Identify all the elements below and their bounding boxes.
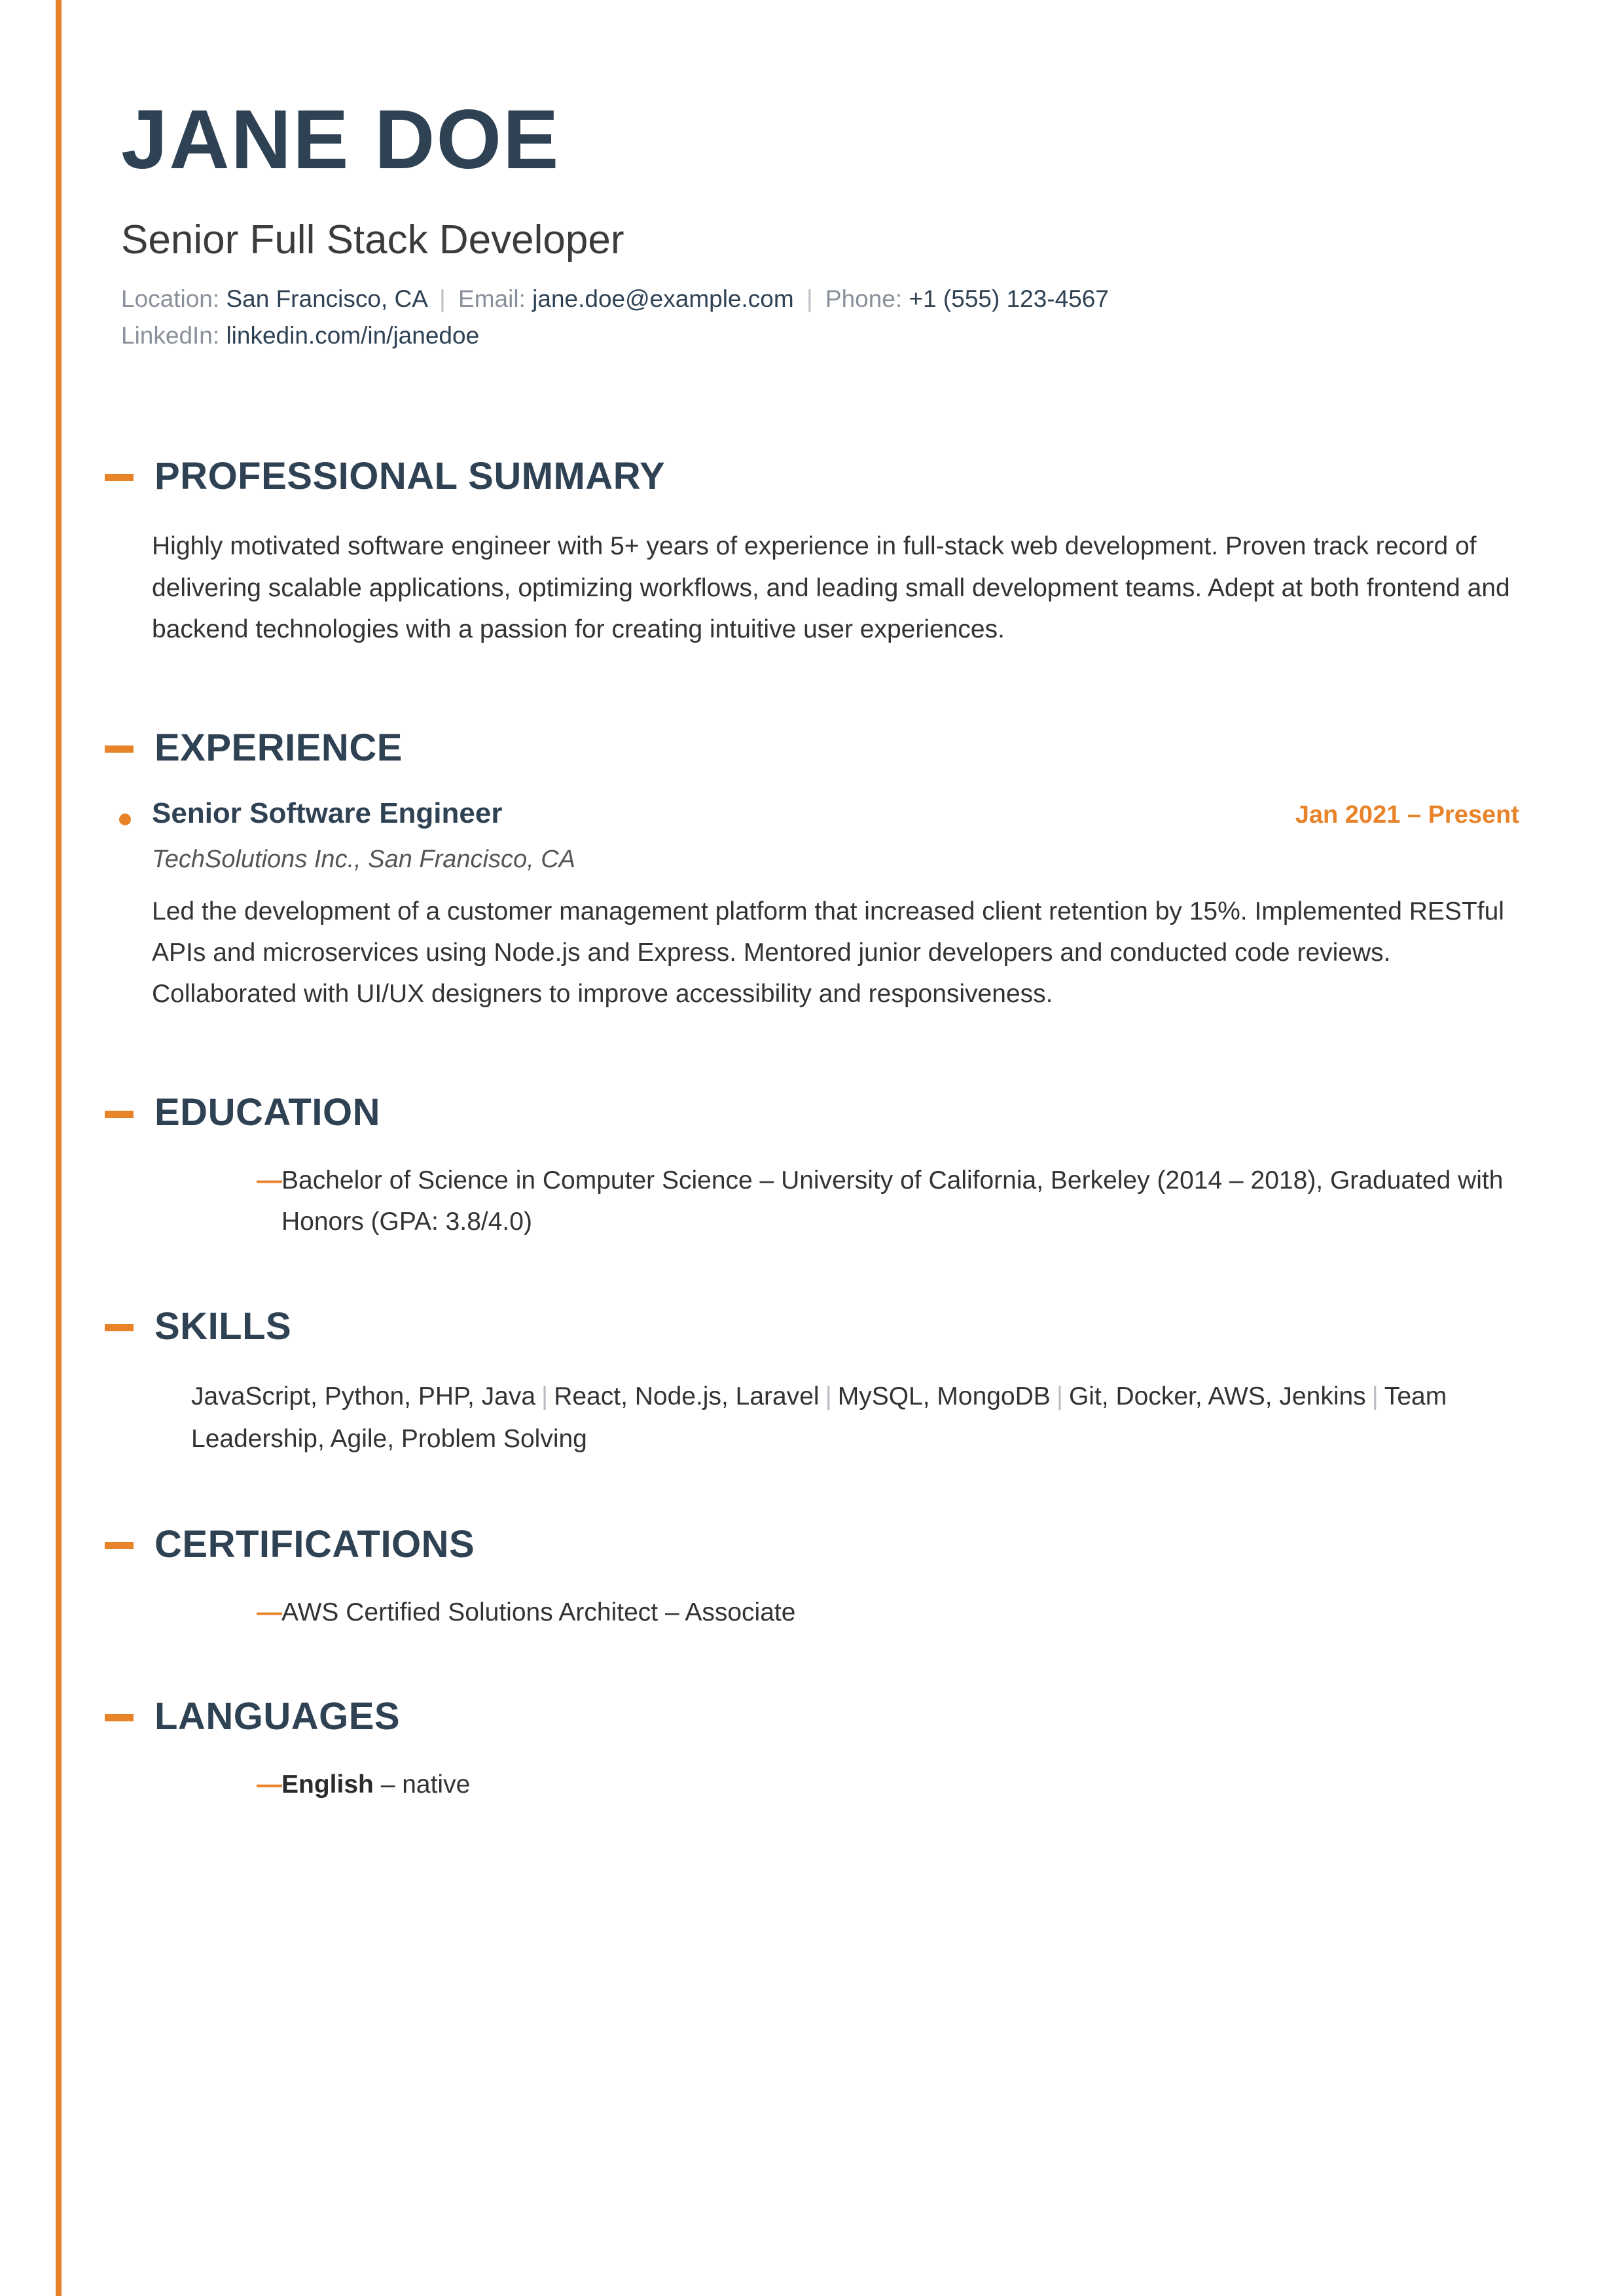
job-title: Senior Software Engineer bbox=[152, 797, 503, 829]
skills-body bbox=[105, 1376, 1519, 1460]
skills-separator: | bbox=[541, 1382, 549, 1411]
skills-text bbox=[191, 1382, 1447, 1453]
spacer bbox=[0, 650, 1624, 727]
contact-separator: | bbox=[439, 285, 446, 313]
email-label: Email: bbox=[458, 285, 526, 313]
section-professional-summary bbox=[0, 456, 1624, 650]
skill-group: MySQL, MongoDB bbox=[837, 1382, 1051, 1411]
section-title-languages: LANGUAGES bbox=[154, 1695, 401, 1738]
phone-label: Phone: bbox=[825, 285, 903, 313]
section-heading bbox=[105, 1524, 1519, 1566]
location-label: Location: bbox=[121, 285, 220, 313]
skill-group: Git, Docker, AWS, Jenkins bbox=[1068, 1382, 1366, 1411]
em-dash-marker-icon: — bbox=[257, 1598, 282, 1626]
dash-marker-icon bbox=[105, 745, 134, 753]
spacer bbox=[0, 355, 1624, 456]
em-dash-marker-icon: — bbox=[257, 1166, 282, 1195]
linkedin-label: LinkedIn: bbox=[121, 322, 220, 350]
skills-separator: | bbox=[825, 1382, 832, 1411]
skills-separator: | bbox=[1056, 1382, 1063, 1411]
section-certifications bbox=[0, 1524, 1624, 1633]
contact-row-primary bbox=[121, 281, 1519, 317]
contact-separator: | bbox=[806, 285, 813, 313]
dash-marker-icon bbox=[105, 1324, 134, 1331]
language-name: English bbox=[281, 1770, 374, 1799]
education-item-text: Bachelor of Science in Computer Science – University of California, Berkeley (2014 – 2018), Graduated with Honors (GPA: 3.8/4.0) bbox=[281, 1166, 1504, 1236]
section-heading bbox=[105, 456, 1519, 497]
section-title-skills: SKILLS bbox=[154, 1304, 292, 1348]
email-value[interactable]: jane.doe@example.com bbox=[532, 285, 794, 313]
summary-body bbox=[105, 526, 1519, 650]
section-experience bbox=[0, 727, 1624, 1015]
location-value: San Francisco, CA bbox=[226, 285, 427, 313]
experience-entry bbox=[105, 797, 1519, 1015]
candidate-name: JANE DOE bbox=[121, 93, 560, 187]
em-dash-marker-icon: — bbox=[257, 1770, 282, 1799]
education-item bbox=[257, 1160, 1519, 1242]
languages-list bbox=[105, 1764, 1519, 1805]
skill-group: React, Node.js, Laravel bbox=[554, 1382, 820, 1411]
certifications-list bbox=[105, 1592, 1519, 1633]
skill-group: Team Leadership, Agile, Problem Solving bbox=[191, 1382, 1447, 1454]
dash-marker-icon bbox=[105, 474, 134, 481]
section-title-education: EDUCATION bbox=[154, 1091, 380, 1134]
section-skills bbox=[0, 1306, 1624, 1461]
summary-text: Highly motivated software engineer with 5+ years of experience in full-stack web development. Proven track record of delivering scalable applications, optimizing workflows, and leading small development teams. Adept at both frontend and backend technologies with a passion for creating intuitive user experiences. bbox=[152, 532, 1510, 643]
certification-item bbox=[257, 1592, 1519, 1633]
skill-group: JavaScript, Python, PHP, Java bbox=[191, 1382, 536, 1411]
job-dates: Jan 2021 – Present bbox=[1295, 800, 1519, 829]
certification-item-text: AWS Certified Solutions Architect – Associate bbox=[281, 1598, 796, 1626]
bullet-dot-icon bbox=[119, 814, 131, 825]
resume-header bbox=[0, 0, 1624, 355]
spacer bbox=[0, 1633, 1624, 1696]
section-title-certifications: CERTIFICATIONS bbox=[154, 1522, 475, 1566]
dash-marker-icon bbox=[105, 1542, 134, 1549]
candidate-role: Senior Full Stack Developer bbox=[121, 217, 624, 262]
contact-row-linkedin bbox=[121, 317, 1519, 354]
section-education bbox=[0, 1092, 1624, 1242]
linkedin-value[interactable]: linkedin.com/in/janedoe bbox=[226, 322, 480, 350]
section-heading bbox=[105, 1306, 1519, 1348]
dash-marker-icon bbox=[105, 1714, 134, 1721]
section-title-summary: PROFESSIONAL SUMMARY bbox=[154, 454, 666, 497]
experience-entry-header bbox=[152, 797, 1519, 831]
spacer bbox=[0, 1014, 1624, 1092]
section-title-experience: EXPERIENCE bbox=[154, 726, 403, 769]
skills-separator: | bbox=[1371, 1382, 1379, 1411]
dash-marker-icon bbox=[105, 1111, 134, 1118]
section-heading bbox=[105, 1696, 1519, 1738]
job-company: TechSolutions Inc., San Francisco, CA bbox=[152, 846, 576, 874]
section-heading bbox=[105, 727, 1519, 769]
phone-value[interactable]: +1 (555) 123-4567 bbox=[909, 285, 1109, 313]
education-list bbox=[105, 1160, 1519, 1242]
spacer bbox=[0, 1461, 1624, 1524]
section-heading bbox=[105, 1092, 1519, 1134]
language-item bbox=[257, 1764, 1519, 1805]
section-languages bbox=[0, 1696, 1624, 1805]
job-description: Led the development of a customer management platform that increased client retention by 15%. Implemented RESTful APIs and microservices using Node.js and Express. Mentored junior developers and conducted code reviews. Collaborated with UI/UX designers to improve accessibility and responsiveness. bbox=[152, 897, 1504, 1009]
spacer bbox=[0, 1243, 1624, 1306]
language-level: – native bbox=[380, 1770, 471, 1799]
